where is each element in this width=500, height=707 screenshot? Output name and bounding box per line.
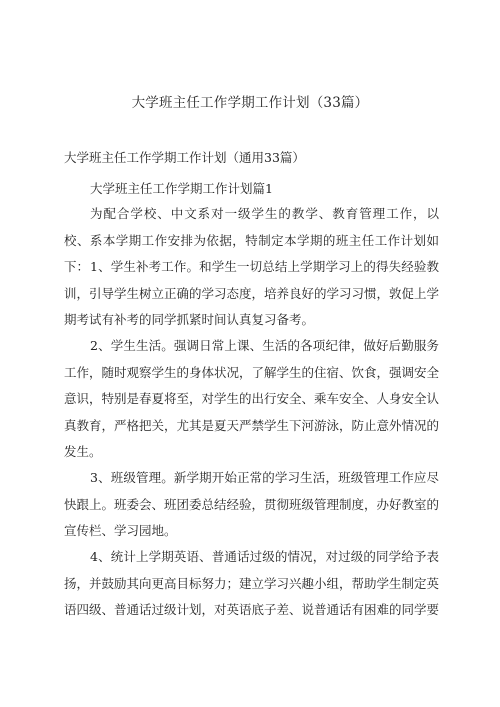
document-subtitle: 大学班主任工作学期工作计划（通用33篇）	[64, 150, 305, 165]
paragraph-intro: 为配合学校、中文系对一级学生的教学、教育管理工作，以校、系本学期工作安排为依据，特制定本学期的班主任工作计划如下：	[64, 206, 439, 274]
chapter-heading: 大学班主任工作学期工作计划篇1	[90, 181, 273, 196]
paragraph-item-3: 3、班级管理。新学期开始正常的学习生活，班级管理工作应尽快跟上。班委会、班团委总结经验，贯彻班级管理制度，办好教室的宣传栏、学习园地。	[64, 470, 440, 538]
paragraph-item-4: 4、统计上学期英语、普通话过级的情况，对过级的同学给予表扬，并鼓励其向更高目标努力；建立学习兴趣小组，帮助学生制定英语四级、普通话过级计划，对英语底子差、说普通话有困难的同学要	[64, 549, 440, 617]
document-title: 大学班主任工作学期工作计划（33篇）	[131, 95, 369, 111]
paragraph-item-1: 1、学生补考工作。和学生一切总结上学期学习上的得失经验教训，引导学生树立正确的学习态度，培养良好的学习习惯，敦促上学期考试有补考的同学抓紧时间认真复习备考。	[64, 259, 440, 327]
paragraph-item-2: 2、学生生活。强调日常上课、生活的各项纪律，做好后勤服务工作，随时观察学生的身体状况，了解学生的住宿、饮食，强调安全意识，特别是春夏将至，对学生的出行安全、乘车安全、人身安全认真教育，严格把关，尤其是夏天严禁学生下河游泳，防止意外情况的发生。	[64, 338, 440, 459]
